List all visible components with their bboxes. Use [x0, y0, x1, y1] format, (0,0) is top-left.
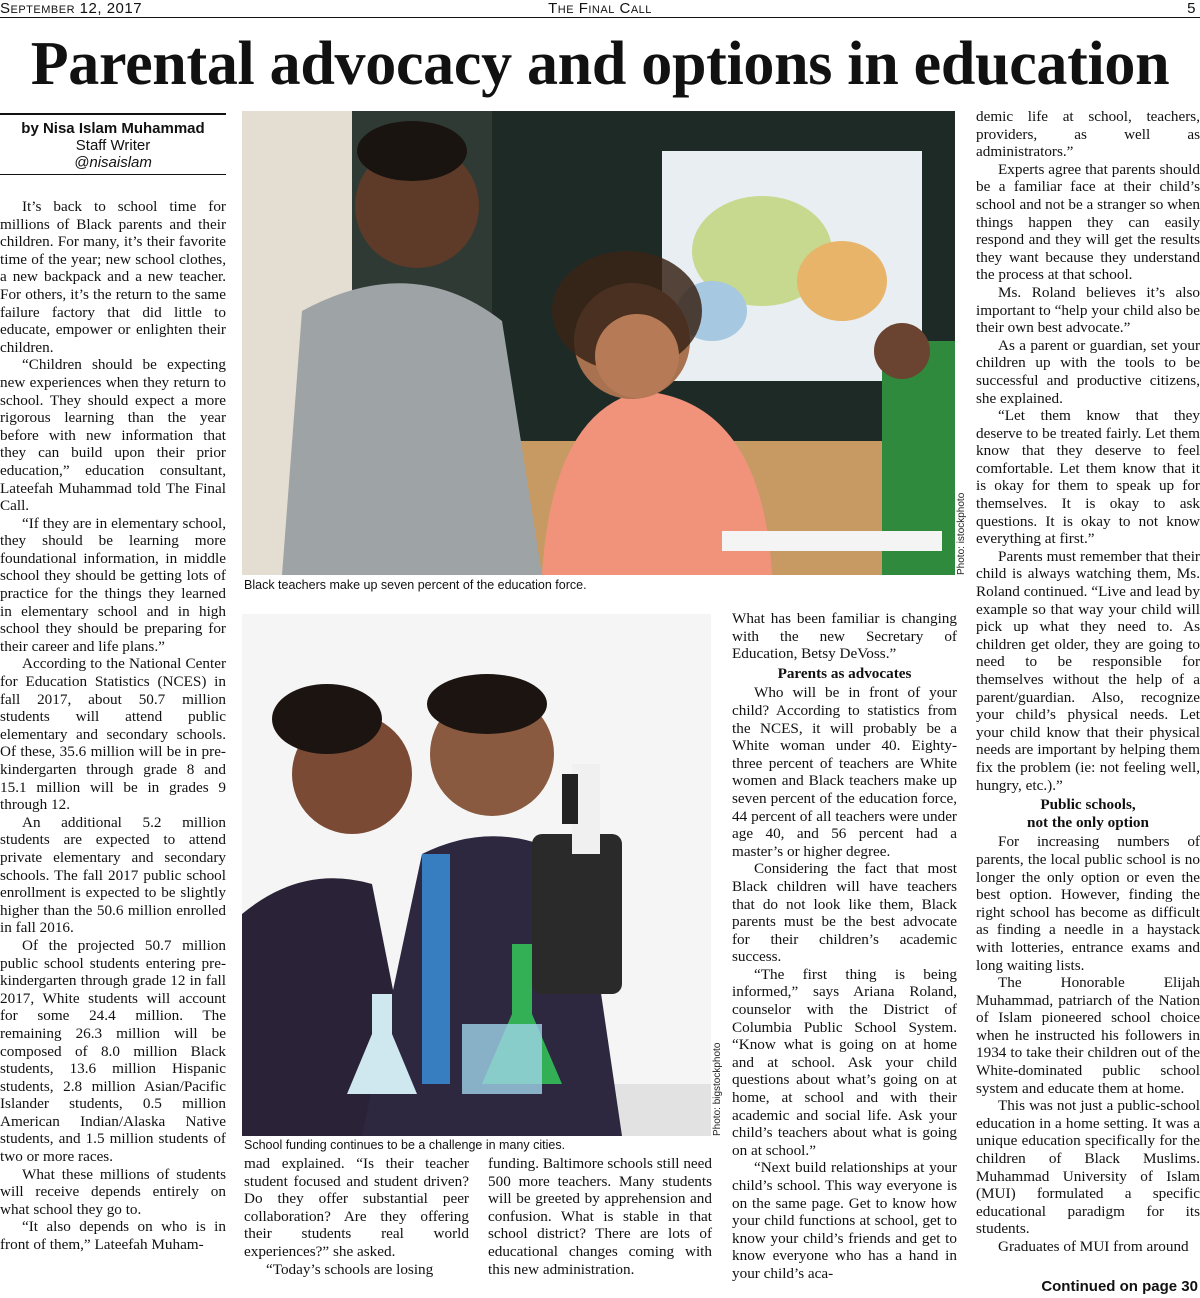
subhead-not-only-option: not the only option — [1027, 813, 1149, 831]
classroom-teacher-photo — [242, 111, 955, 575]
continued-on-page-link[interactable]: Continued on page 30 — [1041, 1278, 1198, 1295]
article-column-3 — [488, 1155, 712, 1298]
paragraph: An additional 5.2 million students are expected to attend private elementary and secondary schools. The fall 2017 public school enrollment is expected to be slightly higher than the 50.6 million enrolled in fall 2016. — [0, 813, 226, 937]
paragraph: Ms. Roland believes it’s also important to “help your child also be their own best advocate.” — [976, 283, 1200, 337]
article-column-1 — [0, 198, 226, 1298]
photo-credit-1: Photo: istockphoto — [956, 492, 967, 575]
paragraph: funding. Baltimore schools still need 500 more teachers. Many students will be greeted by apprehension and confusion. What is stable in that school district? There are lots of educational changes coming with this new administration. — [488, 1155, 712, 1278]
paragraph: Of the projected 50.7 million public school students entering pre-kindergarten through grade 12 in fall 2017, White students will account for some 24.4 million. The remaining 26.3 million will be composed of 8.0 million Black students, 13.6 million Hispanic students, 2.8 million Asian/Pacific Islander students, 0.5 million American Indian/Alaska Native students, and 1.5 million students of two or more races. — [0, 936, 226, 1166]
headline: Parental advocacy and options in education — [30, 30, 1170, 98]
subhead-public-schools: Public schools, — [1040, 796, 1136, 814]
paragraph: Parents must remember that their child is always watching them, Ms. Roland continued. “Live and lead by example so that way your child will pick up what they need to. As children get older, they are going to need to be responsible for themselves without the help of a parent/guardian. Also, recognize your child’s physical needs. Let your child know that their physical needs are important by helping them fix the problem (ie: not feeling well, hungry, etc.).” — [976, 547, 1200, 794]
header-rule — [0, 17, 1200, 18]
paragraph: What has been familiar is changing with the new Secretary of Education, Betsy DeVoss.” — [732, 610, 957, 663]
paragraph: It’s back to school time for millions of Black parents and their children. For many, it’s their favorite time of the year; new school clothes, a new backpack and a new teacher. For others, it’s the return to the same failure factory that did little to educate, empower or enlighten their children. — [0, 198, 226, 356]
paragraph: The Honorable Elijah Muhammad, patriarch of the Nation of Islam pioneered school choice when he instructed his followers in 1934 to take their children out of the White-dominated public school system and educate them at home. — [976, 974, 1200, 1097]
article-column-4 — [732, 610, 957, 1298]
paragraph: According to the National Center for Education Statistics (NCES) in fall 2017, about 50.7 million students will attend public elementary and secondary schools. Of these, 35.6 million will be in pre-kindergarten through grade 8 and 15.1 million will be in grades 9 through 12. — [0, 655, 226, 814]
paragraph: Graduates of MUI from around — [998, 1238, 1189, 1255]
paragraph: As a parent or guardian, set your children up with the tools to be successful and productive citizens, she explained. — [976, 336, 1200, 407]
page-number: 5 — [1187, 0, 1196, 17]
paragraph: “It also depends on who is in front of them,” Lateefah Muham- — [0, 1218, 226, 1254]
byline-author: by Nisa Islam Muhammad — [21, 120, 205, 137]
paragraph: For increasing numbers of parents, the local public school is no longer the only option or even the best option. However, finding the right school has become as difficult as finding a needle in a haystack with lotteries, entrance exams and long waiting lists. — [976, 833, 1200, 974]
paragraph: Considering the fact that most Black children will have teachers that do not look like them, Black parents must be the best advocate for their children’s academic success. — [732, 860, 957, 966]
article-column-2 — [244, 1155, 469, 1298]
subhead-parents-as-advocates: Parents as advocates — [777, 664, 912, 682]
paragraph: “If they are in elementary school, they should be learning more foundational information, in middle school they should be getting lots of practice for the things they learned in elementary school and in high school they should be preparing for their career and life plans.” — [0, 514, 226, 655]
byline-top-rule — [0, 113, 226, 115]
paragraph: demic life at school, teachers, providers, as well as administrators.” — [976, 108, 1200, 161]
paragraph: Experts agree that parents should be a familiar face at their child’s school and not be a stranger so when things happen they can easily respond and they will get the results they want because they understand the process at that school. — [976, 160, 1200, 284]
byline-handle: @nisaislam — [74, 154, 152, 171]
microscope-students-photo — [242, 614, 711, 1136]
paragraph: “The first thing is being informed,” says Ariana Roland, counselor with the District of Columbia Public School System. “Know what is going on at home and at school. Ask your child questions about what’s going on at home, at school and with their academic and social life. Ask your child’s teachers about what is going on at school.” — [732, 965, 957, 1159]
paragraph: “Let them know that they deserve to be treated fairly. Let them know that they deserve to feel comfortable. Let them know that it is okay for them to speak up for themselves. It is okay to ask questions. It is okay to not know everything at first.” — [976, 407, 1200, 548]
article-column-5 — [976, 108, 1200, 1278]
paragraph: This was not just a public-school education in a home setting. It was a unique education specifically for the children of Black Muslims. Muhammad University of Islam (MUI) formulated a specific educational paradigm for its students. — [976, 1097, 1200, 1238]
paragraph: “Today’s schools are losing — [266, 1260, 434, 1278]
paragraph: “Next build relationships at your child’s school. This way everyone is on the same page. Get to know how your child functions at school, get to know your child’s friends and get to know everyone who has a hand in your child’s aca- — [732, 1159, 957, 1282]
paragraph: Who will be in front of your child? According to statistics from the NCES, it will probably be a White woman under 40. Eighty-three percent of teachers are White women and Black teachers make up seven percent of the education force, 44 percent of all teachers were under age 40, and 56 percent had a master’s or higher degree. — [732, 684, 957, 860]
paragraph: What these millions of students will receive depends entirely on what school they go to. — [0, 1165, 226, 1218]
students-microscope-illustration — [242, 614, 711, 1136]
paragraph: “Children should be expecting new experiences when they return to school. They should expect a more rigorous learning than the year before with new information that they can build upon their prior education,” education consultant, Lateefah Muhammad told The Final Call. — [0, 356, 226, 515]
issue-date: September 12, 2017 — [0, 0, 143, 17]
photo-caption-2: School funding continues to be a challenge in many cities. — [244, 1138, 566, 1152]
byline-role: Staff Writer — [75, 137, 151, 154]
paragraph: mad explained. “Is their teacher student focused and student driven? Do they offer substantial peer collaboration? Are they offering their students real world experiences?” she asked. — [244, 1155, 469, 1260]
photo-caption-1: Black teachers make up seven percent of the education force. — [244, 578, 587, 592]
teacher-girl-illustration — [242, 111, 955, 575]
byline-bottom-rule — [0, 174, 226, 175]
newspaper-name: The Final Call — [548, 0, 652, 17]
photo-credit-2: Photo: bigstockphoto — [712, 1042, 723, 1136]
